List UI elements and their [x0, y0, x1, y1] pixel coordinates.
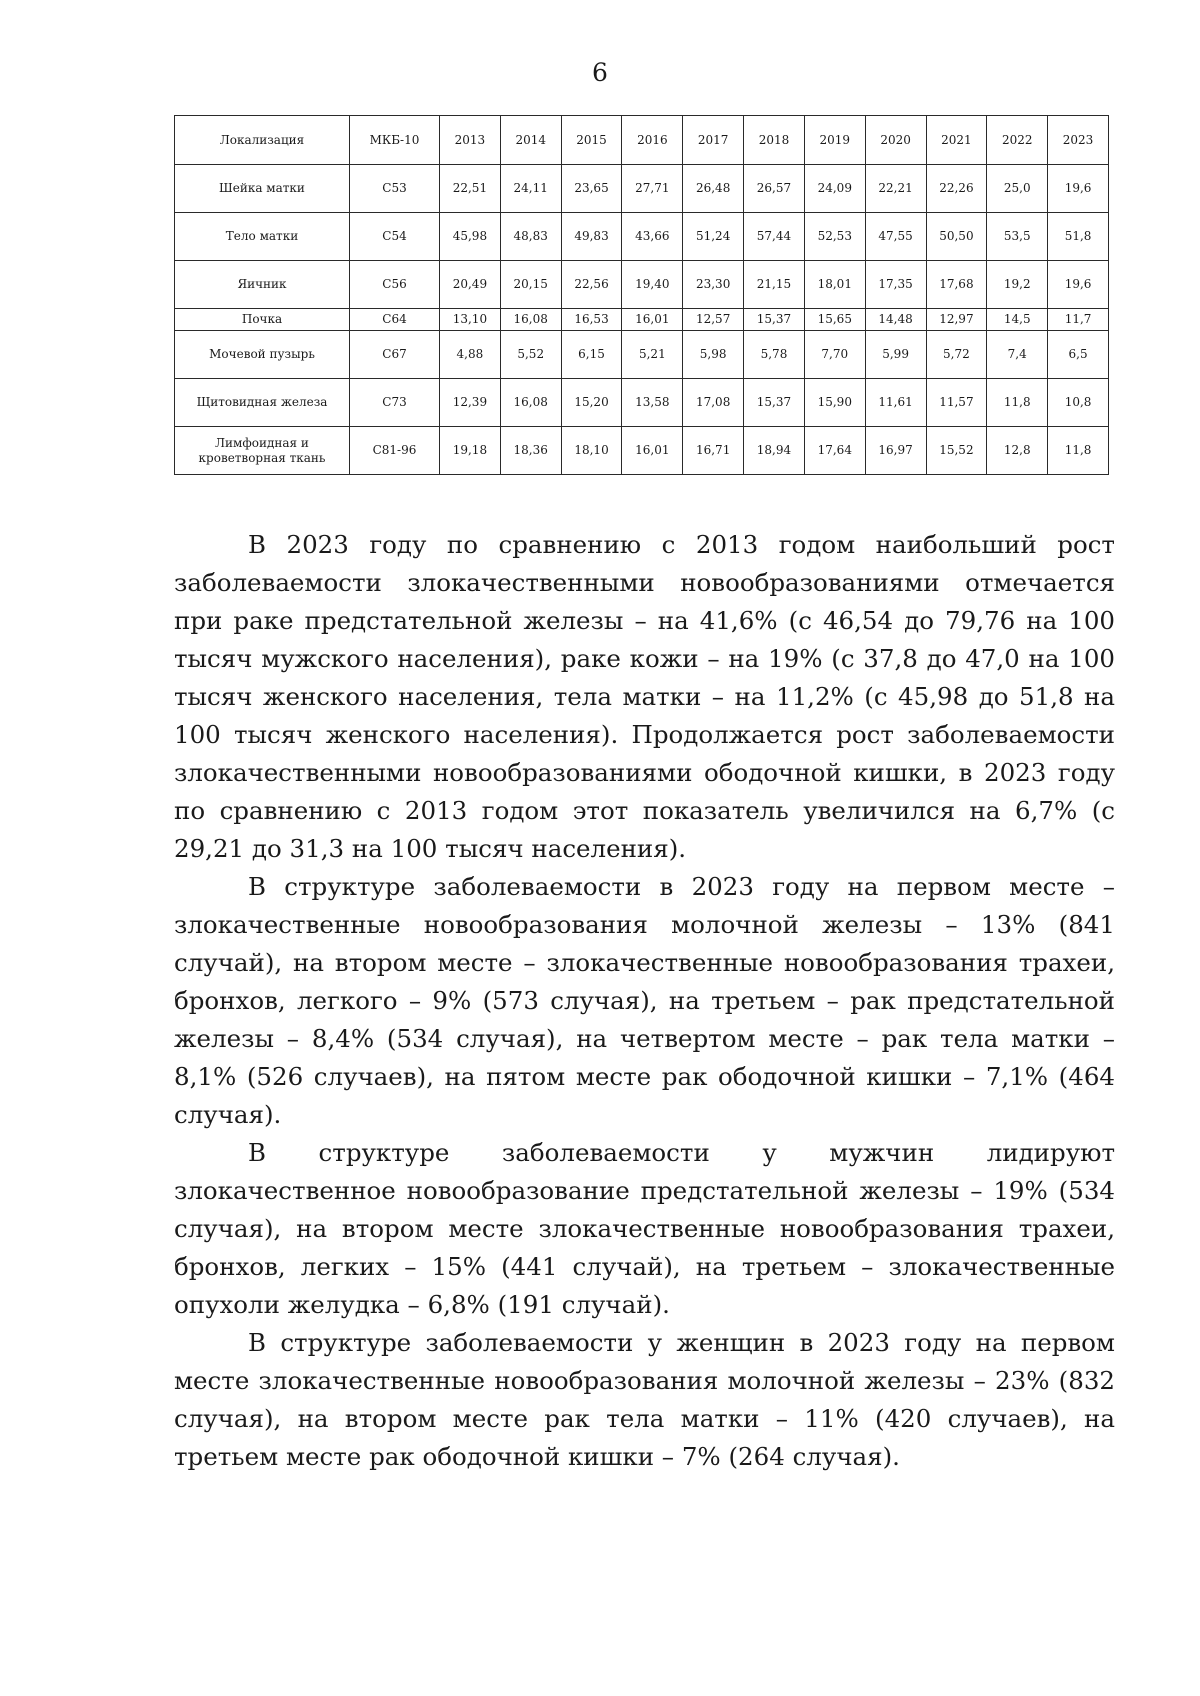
value-cell: 43,66 [622, 213, 683, 261]
value-cell: 23,65 [561, 165, 622, 213]
paragraph: В структуре заболеваемости у мужчин лидируют злокачественное новообразование предстательной железы – 19% (534 случая), на втором месте злокачественные новообразования трахеи, бронхов, легких – 15% (441 случай), на третьем – злокачественные опухоли желудка – 6,8% (191 случай). [174, 1138, 1115, 1319]
icd-code-cell: С56 [350, 261, 440, 309]
header-cell-year: 2018 [744, 116, 805, 165]
header-cell-year: 2016 [622, 116, 683, 165]
value-cell: 20,49 [440, 261, 501, 309]
header-cell-year: 2014 [500, 116, 561, 165]
value-cell: 15,37 [744, 379, 805, 427]
value-cell: 26,48 [683, 165, 744, 213]
value-cell: 27,71 [622, 165, 683, 213]
value-cell: 22,51 [440, 165, 501, 213]
value-cell: 5,52 [500, 331, 561, 379]
value-cell: 45,98 [440, 213, 501, 261]
localization-cell: Шейка матки [175, 165, 350, 213]
value-cell: 22,21 [865, 165, 926, 213]
value-cell: 5,99 [865, 331, 926, 379]
value-cell: 12,97 [926, 309, 987, 331]
value-cell: 19,2 [987, 261, 1048, 309]
value-cell: 16,71 [683, 427, 744, 475]
value-cell: 16,01 [622, 309, 683, 331]
value-cell: 19,6 [1048, 261, 1109, 309]
value-cell: 47,55 [865, 213, 926, 261]
page-number: 6 [592, 58, 608, 87]
value-cell: 5,78 [744, 331, 805, 379]
value-cell: 52,53 [804, 213, 865, 261]
icd-code-cell: С67 [350, 331, 440, 379]
value-cell: 10,8 [1048, 379, 1109, 427]
header-cell-year: 2020 [865, 116, 926, 165]
paragraph: В структуре заболеваемости в 2023 году на первом месте – злокачественные новообразования молочной железы – 13% (841 случай), на втором месте – злокачественные новообразования трахеи, бронхов, легкого – 9% (573 случая), на третьем – рак предстательной железы – 8,4% (534 случая), на четвертом месте – рак тела матки – 8,1% (526 случаев), на пятом месте рак ободочной кишки – 7,1% (464 случая). [174, 872, 1115, 1129]
value-cell: 18,94 [744, 427, 805, 475]
value-cell: 11,57 [926, 379, 987, 427]
icd-code-cell: С53 [350, 165, 440, 213]
value-cell: 15,90 [804, 379, 865, 427]
value-cell: 23,30 [683, 261, 744, 309]
value-cell: 17,68 [926, 261, 987, 309]
icd-code-cell: С64 [350, 309, 440, 331]
table-body [175, 165, 1109, 475]
value-cell: 18,36 [500, 427, 561, 475]
value-cell: 51,8 [1048, 213, 1109, 261]
value-cell: 19,40 [622, 261, 683, 309]
header-cell-year: 2021 [926, 116, 987, 165]
value-cell: 12,8 [987, 427, 1048, 475]
paragraph: В структуре заболеваемости у женщин в 2023 году на первом месте злокачественные новообразования молочной железы – 23% (832 случая), на втором месте рак тела матки – 11% (420 случаев), на третьем месте рак ободочной кишки – 7% (264 случая). [174, 1328, 1115, 1471]
value-cell: 21,15 [744, 261, 805, 309]
value-cell: 17,08 [683, 379, 744, 427]
value-cell: 17,64 [804, 427, 865, 475]
header-cell-icd: МКБ-10 [350, 116, 440, 165]
header-cell-year: 2015 [561, 116, 622, 165]
value-cell: 11,61 [865, 379, 926, 427]
table-row [175, 331, 1109, 379]
header-cell-year: 2013 [440, 116, 501, 165]
body-text [174, 526, 1115, 1476]
value-cell: 14,48 [865, 309, 926, 331]
header-cell-year: 2017 [683, 116, 744, 165]
localization-cell: Лимфоидная и кроветворная ткань [175, 427, 350, 475]
value-cell: 15,52 [926, 427, 987, 475]
value-cell: 16,08 [500, 379, 561, 427]
value-cell: 24,11 [500, 165, 561, 213]
value-cell: 20,15 [500, 261, 561, 309]
value-cell: 18,01 [804, 261, 865, 309]
paragraph: В 2023 году по сравнению с 2013 годом наибольший рост заболеваемости злокачественными новообразованиями отмечается при раке предстательной железы – на 41,6% (с 46,54 до 79,76 на 100 тысяч мужского населения), раке кожи – на 19% (с 37,8 до 47,0 на 100 тысяч женского населения, тела матки – на 11,2% (с 45,98 до 51,8 на 100 тысяч женского населения). Продолжается рост заболеваемости злокачественными новообразованиями ободочной кишки, в 2023 году по сравнению с 2013 годом этот показатель увеличился на 6,7% (с 29,21 до 31,3 на 100 тысяч населения). [174, 530, 1115, 863]
localization-cell: Щитовидная железа [175, 379, 350, 427]
localization-cell: Мочевой пузырь [175, 331, 350, 379]
value-cell: 19,6 [1048, 165, 1109, 213]
value-cell: 16,53 [561, 309, 622, 331]
value-cell: 12,39 [440, 379, 501, 427]
value-cell: 51,24 [683, 213, 744, 261]
value-cell: 7,4 [987, 331, 1048, 379]
value-cell: 49,83 [561, 213, 622, 261]
value-cell: 15,20 [561, 379, 622, 427]
value-cell: 11,7 [1048, 309, 1109, 331]
table-row [175, 309, 1109, 331]
value-cell: 24,09 [804, 165, 865, 213]
value-cell: 4,88 [440, 331, 501, 379]
value-cell: 16,01 [622, 427, 683, 475]
value-cell: 11,8 [1048, 427, 1109, 475]
value-cell: 11,8 [987, 379, 1048, 427]
value-cell: 25,0 [987, 165, 1048, 213]
value-cell: 5,98 [683, 331, 744, 379]
header-cell-year: 2023 [1048, 116, 1109, 165]
icd-code-cell: С73 [350, 379, 440, 427]
value-cell: 48,83 [500, 213, 561, 261]
table-header-row [175, 116, 1109, 165]
value-cell: 15,37 [744, 309, 805, 331]
icd-code-cell: С81-96 [350, 427, 440, 475]
localization-cell: Почка [175, 309, 350, 331]
header-cell-year: 2019 [804, 116, 865, 165]
icd-code-cell: С54 [350, 213, 440, 261]
value-cell: 13,58 [622, 379, 683, 427]
value-cell: 5,21 [622, 331, 683, 379]
table-row [175, 213, 1109, 261]
value-cell: 50,50 [926, 213, 987, 261]
localization-cell: Яичник [175, 261, 350, 309]
value-cell: 18,10 [561, 427, 622, 475]
table-row [175, 261, 1109, 309]
table-row [175, 165, 1109, 213]
table-row [175, 427, 1109, 475]
value-cell: 57,44 [744, 213, 805, 261]
header-cell-localization: Локализация [175, 116, 350, 165]
value-cell: 7,70 [804, 331, 865, 379]
value-cell: 14,5 [987, 309, 1048, 331]
value-cell: 5,72 [926, 331, 987, 379]
value-cell: 6,15 [561, 331, 622, 379]
value-cell: 26,57 [744, 165, 805, 213]
value-cell: 16,97 [865, 427, 926, 475]
value-cell: 16,08 [500, 309, 561, 331]
value-cell: 6,5 [1048, 331, 1109, 379]
incidence-table [174, 115, 1109, 475]
table-row [175, 379, 1109, 427]
header-cell-year: 2022 [987, 116, 1048, 165]
value-cell: 13,10 [440, 309, 501, 331]
value-cell: 22,26 [926, 165, 987, 213]
localization-cell: Тело матки [175, 213, 350, 261]
value-cell: 22,56 [561, 261, 622, 309]
value-cell: 12,57 [683, 309, 744, 331]
value-cell: 15,65 [804, 309, 865, 331]
value-cell: 19,18 [440, 427, 501, 475]
value-cell: 53,5 [987, 213, 1048, 261]
value-cell: 17,35 [865, 261, 926, 309]
